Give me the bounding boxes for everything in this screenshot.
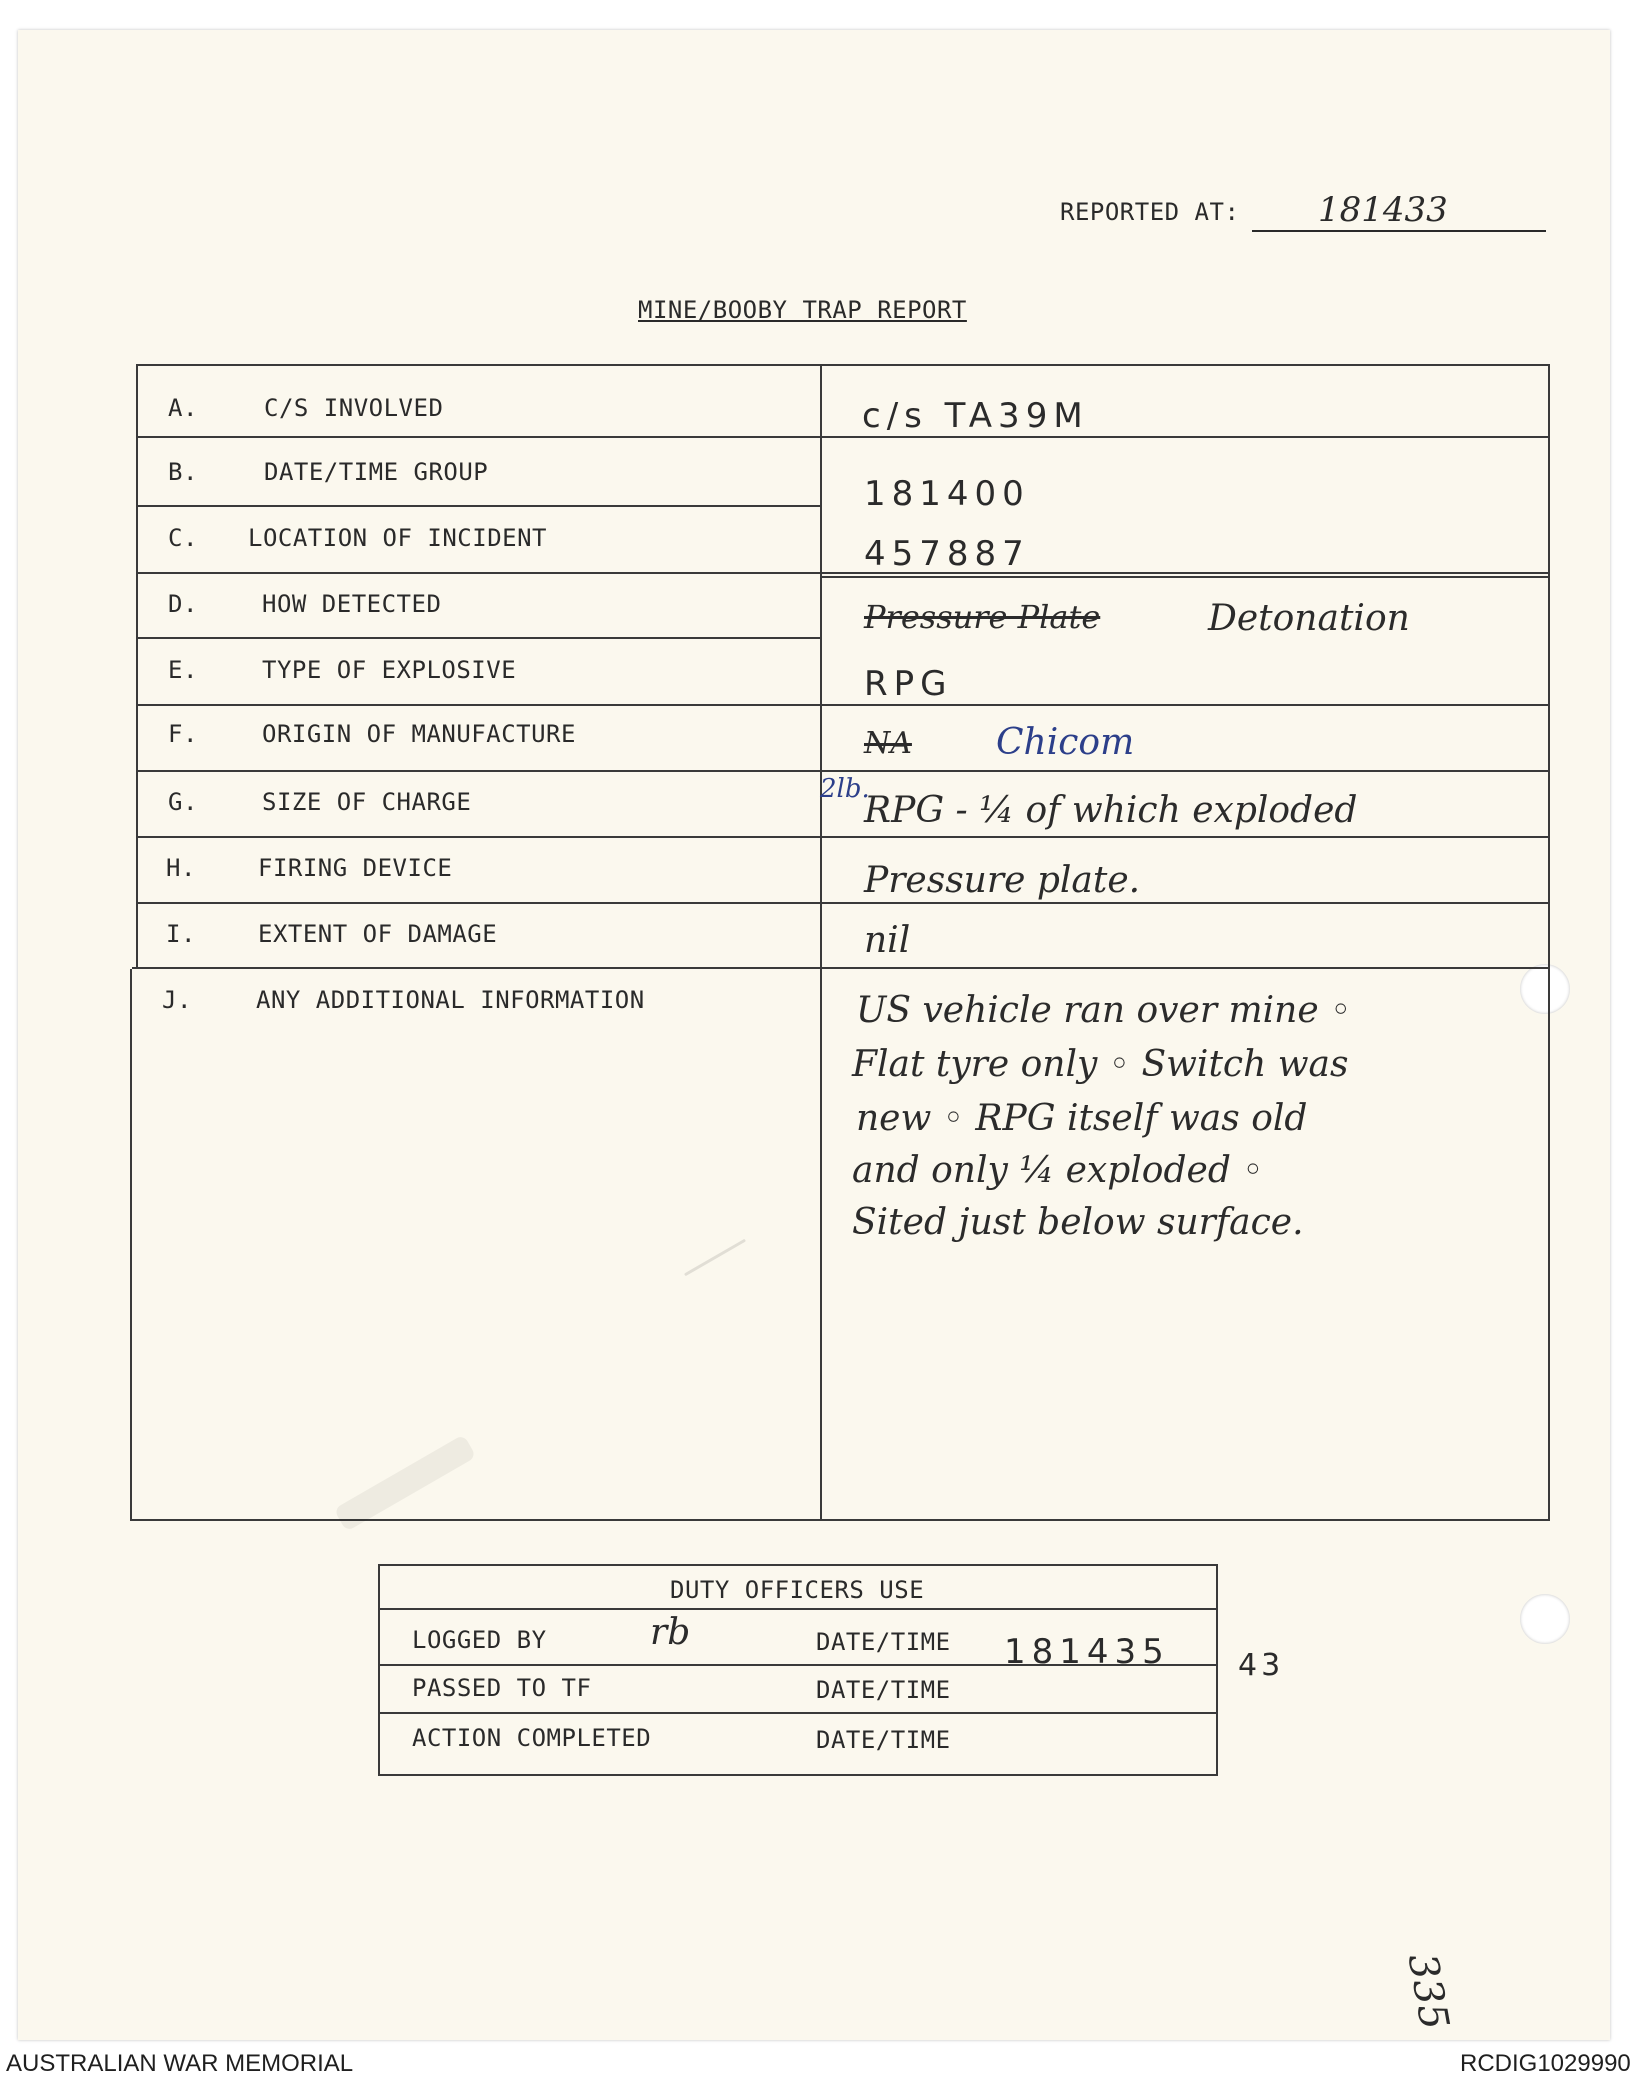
row-f-letter: F. [168, 720, 198, 748]
logged-by-label: LOGGED BY [412, 1626, 547, 1654]
passed-dt-label: DATE/TIME [816, 1676, 951, 1704]
row-g-label: SIZE OF CHARGE [262, 788, 472, 816]
punch-hole [1520, 1594, 1570, 1644]
row-h-value: Pressure plate. [864, 860, 1141, 901]
row-b-value: 181400 [864, 474, 1030, 514]
logged-dt-label: DATE/TIME [816, 1628, 951, 1656]
row-i-label: EXTENT OF DAMAGE [258, 920, 498, 948]
reported-at-value: 181433 [1318, 190, 1448, 230]
reported-at-label: REPORTED AT: [1060, 198, 1240, 226]
row-e-label: TYPE OF EXPLOSIVE [262, 656, 517, 684]
row-f-value: Chicom [996, 722, 1135, 763]
row-j-letter: J. [162, 986, 192, 1014]
row-j-line-4: and only ¼ exploded ◦ [852, 1150, 1264, 1191]
row-i-value: nil [864, 920, 911, 961]
footer-left: AUSTRALIAN WAR MEMORIAL [6, 2050, 354, 2077]
duty-title: DUTY OFFICERS USE [670, 1576, 925, 1604]
row-j-line-1: US vehicle ran over mine ◦ [856, 990, 1352, 1031]
logged-dt-extra: 43 [1238, 1648, 1285, 1683]
row-e-value: RPG [864, 664, 953, 704]
row-a-letter: A. [168, 394, 198, 422]
punch-hole [1520, 964, 1570, 1014]
footer-right: RCDIG1029990 [1460, 2050, 1631, 2077]
row-c-label: LOCATION OF INCIDENT [248, 524, 547, 552]
row-h-label: FIRING DEVICE [258, 854, 453, 882]
document-page [18, 30, 1610, 2040]
row-i-letter: I. [166, 920, 196, 948]
row-g-letter: G. [168, 788, 198, 816]
row-j-line-2: Flat tyre only ◦ Switch was [852, 1044, 1349, 1085]
row-j-line-5: Sited just below surface. [852, 1202, 1304, 1243]
row-j-label: ANY ADDITIONAL INFORMATION [256, 986, 645, 1014]
row-a-label: C/S INVOLVED [264, 394, 444, 422]
report-title: MINE/BOOBY TRAP REPORT [638, 296, 967, 324]
page-number: 335 [1398, 1950, 1458, 2034]
row-d-label: HOW DETECTED [262, 590, 442, 618]
row-d-letter: D. [168, 590, 198, 618]
row-h-letter: H. [166, 854, 196, 882]
row-d-struck-value: Pressure Plate [864, 598, 1101, 636]
action-completed-label: ACTION COMPLETED [412, 1724, 652, 1752]
logged-dt-value: 181435 [1004, 1632, 1170, 1672]
row-b-letter: B. [168, 458, 198, 486]
action-dt-label: DATE/TIME [816, 1726, 951, 1754]
row-f-label: ORIGIN OF MANUFACTURE [262, 720, 576, 748]
passed-to-tf-label: PASSED TO TF [412, 1674, 592, 1702]
row-e-letter: E. [168, 656, 198, 684]
row-j-line-3: new ◦ RPG itself was old [856, 1098, 1308, 1139]
row-c-value: 457887 [864, 534, 1030, 574]
row-d-value: Detonation [1208, 598, 1410, 639]
row-g-value: RPG - ¼ of which exploded [864, 790, 1358, 831]
row-g-note: 2lb. [820, 774, 870, 804]
row-c-letter: C. [168, 524, 198, 552]
row-f-struck-value: NA [864, 726, 912, 761]
row-b-label: DATE/TIME GROUP [264, 458, 489, 486]
logged-by-initials: rb [650, 1612, 691, 1653]
row-a-value: c/s TA39M [862, 396, 1089, 436]
